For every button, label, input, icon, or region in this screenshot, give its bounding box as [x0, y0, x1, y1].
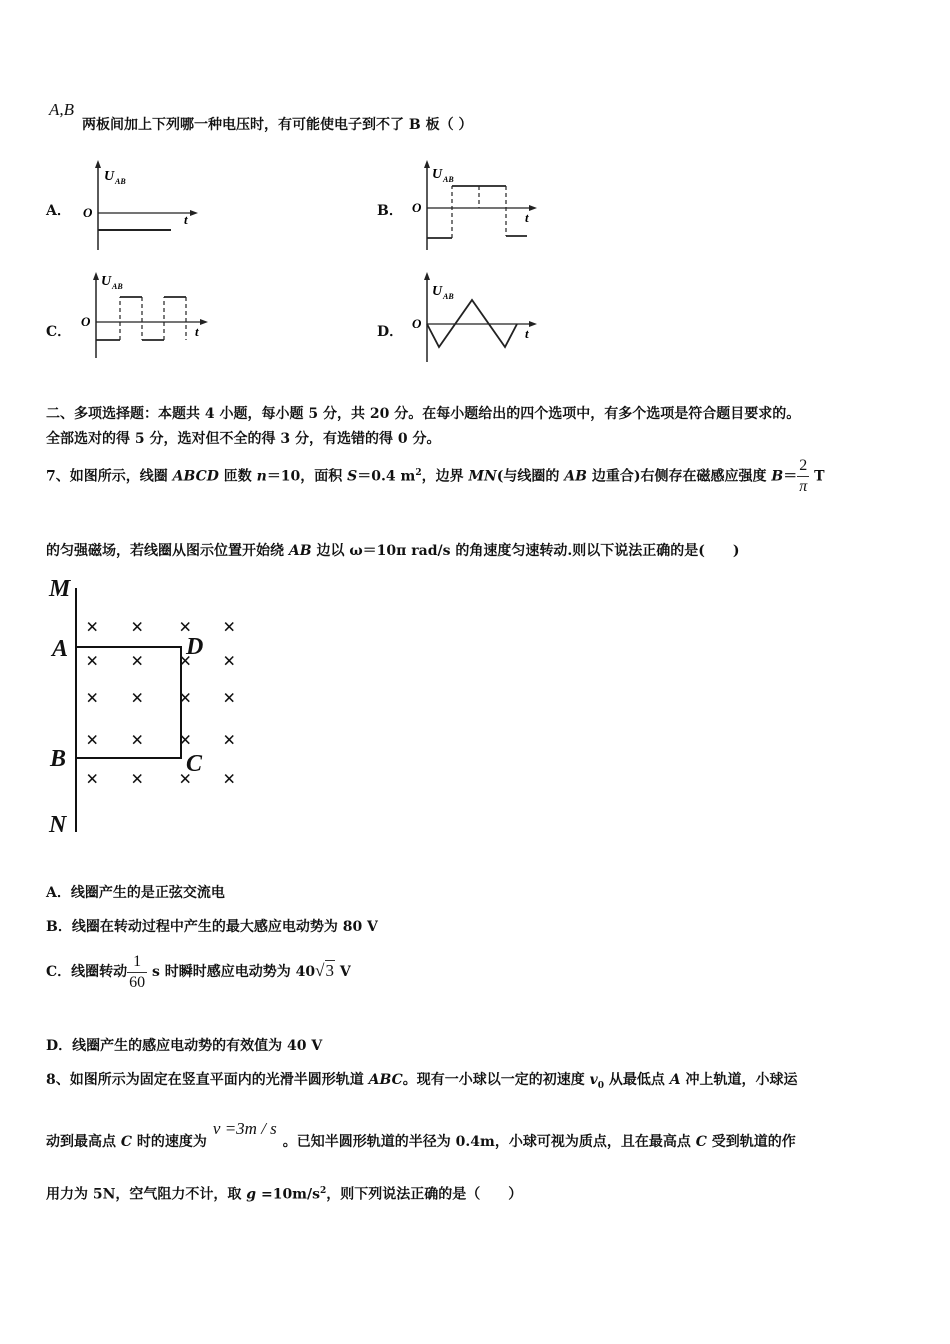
graph-a-x-label: t [184, 212, 188, 227]
label-b: B [50, 746, 67, 772]
field-cross: × [223, 614, 236, 639]
b-field-fraction: $\frac{2}{\pi}$ [799, 457, 808, 496]
label-m: M [49, 576, 71, 602]
velocity-formula: v =3m / s [212, 1119, 277, 1138]
field-cross: × [86, 614, 99, 639]
graph-b-origin: O [412, 200, 422, 215]
q8-stem-line2: 动到最高点 C 时的速度为v =3m / s。已知半圆形轨道的半径为 0.4m，小球可视为质点，且在最高点 C 受到轨道的作 [46, 1119, 796, 1150]
label-c: C [186, 751, 203, 777]
q6-option-d-label[interactable]: D． [377, 324, 404, 340]
sqrt-3: √3 [315, 961, 334, 980]
graph-b [407, 158, 542, 253]
time-fraction: $\frac{1}{60}$ [129, 952, 146, 991]
graph-c-x-label: t [195, 324, 199, 339]
q7-option-d[interactable]: D．线圈产生的感应电动势的有效值为 40 V [46, 1038, 323, 1054]
field-cross: × [86, 685, 99, 710]
ab-plate-label: A,B [49, 100, 75, 119]
section2-line2: 全部选对的得 5 分，选对但不全的得 3 分，有选错的得 0 分。 [46, 431, 441, 447]
graph-d-origin: O [412, 316, 422, 331]
graph-d-y-label: U [432, 284, 443, 299]
q6-option-b-label[interactable]: B． [377, 203, 403, 219]
graph-b-y-label: U [432, 167, 443, 182]
field-cross: × [131, 766, 144, 791]
q7-coil-figure [40, 570, 270, 840]
q7-stem-line1: 7、如图所示，线圈 ABCD 匝数 n＝10，面积 S＝0.4 $m^2$，边界 MN(与线圈的 AB 边重合)右侧存在磁感应强度 B＝ $\frac{2}{\pi}$ T [46, 457, 825, 496]
graph-d-x-label: t [525, 326, 529, 341]
graph-a-y-label: U [104, 169, 115, 184]
field-cross: × [179, 614, 192, 639]
q7-option-b[interactable]: B．线圈在转动过程中产生的最大感应电动势为 80 V [46, 919, 378, 935]
field-cross: × [86, 727, 99, 752]
field-cross: × [131, 685, 144, 710]
q7-option-c[interactable]: C．线圈转动 $\frac{1}{60}$ s 时瞬时感应电动势为 40√3 V [46, 952, 351, 991]
field-cross: × [131, 614, 144, 639]
field-cross: × [86, 766, 99, 791]
field-cross: × [223, 648, 236, 673]
field-cross: × [131, 648, 144, 673]
graph-a-y-sub: AB [115, 177, 126, 186]
graph-a [78, 158, 203, 253]
graph-d-y-sub: AB [443, 292, 454, 301]
graph-d [407, 270, 542, 365]
q7-option-a[interactable]: A．线圈产生的是正弦交流电 [46, 885, 225, 901]
graph-c-y-label: U [101, 274, 112, 289]
field-cross: × [223, 727, 236, 752]
graph-b-x-label: t [525, 210, 529, 225]
q8-stem-line1: 8、如图所示为固定在竖直平面内的光滑半圆形轨道 ABC。现有一小球以一定的初速度 $v_0$ 从最低点 A 冲上轨道，小球运 [46, 1072, 798, 1091]
q7-stem-line2: 的匀强磁场，若线圈从图示位置开始绕 AB 边以 ω＝10π rad/s 的角速度匀速转动.则以下说法正确的是( ) [46, 543, 740, 559]
q6-option-c-label[interactable]: C． [46, 324, 72, 340]
q6-stem: 两板间加上下列哪一种电压时，有可能使电子到不了 B 板（ ） [82, 117, 473, 133]
section2-line1: 二、多项选择题：本题共 4 小题，每小题 5 分，共 20 分。在每小题给出的四个选项中，有多个选项是符合题目要求的。 [46, 406, 801, 422]
magnetic-field-crosses [86, 614, 236, 791]
label-a: A [52, 636, 69, 662]
label-n: N [49, 812, 67, 838]
graph-b-y-sub: AB [443, 175, 454, 184]
graph-c-origin: O [81, 314, 91, 329]
graph-c-y-sub: AB [112, 282, 123, 291]
q6-option-a-label[interactable]: A． [46, 203, 71, 219]
graph-c [78, 270, 213, 362]
field-cross: × [179, 766, 192, 791]
field-cross: × [223, 766, 236, 791]
field-cross: × [179, 727, 192, 752]
label-d: D [186, 634, 204, 660]
q8-stem-line3: 用力为 5N，空气阻力不计，取 $g =10m/s^2$，则下列说法正确的是（ ） [46, 1186, 523, 1203]
field-cross: × [179, 685, 192, 710]
field-cross: × [223, 685, 236, 710]
field-cross: × [131, 727, 144, 752]
graph-a-origin: O [83, 205, 93, 220]
field-cross: × [179, 648, 192, 673]
field-cross: × [86, 648, 99, 673]
